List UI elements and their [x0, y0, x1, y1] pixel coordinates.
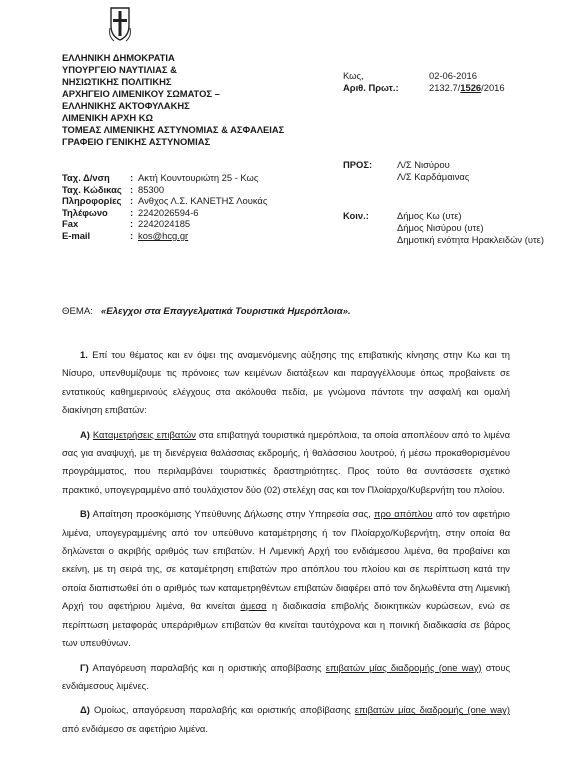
recipient-item: Λ/Σ Νισύρου — [397, 159, 450, 170]
paragraph-b: Β) Απαίτηση προσκόμισης Υπεύθυνης Δήλωσης στην Υπηρεσία σας, προ απόπλου από τον αφετήριο λιμένα, υπογεγραμμένης από τον υπεύθυνο καταμέτρησης ή τον Πλοίαρχο/Κυβερνήτη, στην οποία θα δηλώνεται ο ακριβής αριθμός των επιβατών. Η Λιμενική Αρχή του ενδιάμεσου λιμένα, θα προβαίνει και εκείνη, με τη σειρά της, σε καταμέτρηση επιβατών προ απόπλου του πλοίου και σε περίπτωση κατά την οποία διαπιστωθεί ότι ο αριθμός των καταμετρηθέντων επιβατών διαφέρει από τον δηλωθέντα στη Λιμενική Αρχή του αφετήριου λιμένα, θα κινείται άμεσα η διαδικασία επιβολής διοικητικών κυρώσεων, ενώ σε περίπτωση μεταφοράς υπεράριθμων επιβατών θα κινείται ταυτόχρονα και η ποινική διαδικασία σε βάρος των υπευθύνων. — [62, 508, 510, 649]
document-date: 02-06-2016 — [429, 70, 477, 81]
cc-item: Δημοτική ενότητα Ηρακλειδών (υτε) — [397, 234, 544, 245]
subject-title: «Ελεγχοι στα Επαγγελματικά Τουριστικά Ημερόπλοια». — [100, 306, 351, 317]
contact-row-postcode: Ταχ. Κώδικας : 85300 — [62, 183, 165, 195]
header-line: ΝΗΣΙΩΤΙΚΗΣ ΠΟΛΙΤΙΚΗΣ — [62, 76, 172, 87]
subject-label: ΘΕΜΑ: — [62, 306, 93, 317]
header-line: ΓΡΑΦΕΙΟ ΓΕΝΙΚΗΣ ΑΣΤΥΝΟΜΙΑΣ — [62, 136, 211, 147]
cc-block — [343, 210, 544, 246]
cc-item: Δήμος Κω (υτε) — [397, 210, 462, 221]
place-label: Κως, — [343, 70, 364, 81]
contact-value: 85300 — [138, 183, 165, 195]
recipients-block — [343, 159, 469, 183]
paragraph-1: 1. Επί του θέματος και εν όψει της αναμενόμενης αύξησης της επιβατικής κίνησης στην Κω και τη Νίσυρο, υπενθυμίζουμε τις πρόνοιες των κειμένων διατάξεων και παραγγέλλουμε όπως προβαίνετε σε εντατικούς καθημερινούς ελέγχους στα ακόλουθα πεδία, με γνώμονα πάντοτε την ασφαλή και ομαλή διακίνηση επιβατών: — [62, 349, 510, 416]
cc-label: Κοιν.: — [343, 210, 369, 221]
header-line: ΤΟΜΕΑΣ ΛΙΜΕΝΙΚΗΣ ΑΣΤΥΝΟΜΙΑΣ & ΑΣΦΑΛΕΙΑΣ — [62, 124, 285, 135]
header-line: ΕΛΛΗΝΙΚΗΣ ΑΚΤΟΦΥΛΑΚΗΣ — [62, 100, 190, 111]
contact-label: Τηλέφωνο — [62, 206, 108, 218]
recipient-item: Λ/Σ Καρδάμαινας — [397, 171, 470, 182]
contact-label: Πληροφορίες — [62, 195, 122, 207]
recipients-label: ΠΡΟΣ: — [343, 159, 373, 170]
contact-value: Ακτή Κουντουριώτη 25 - Κως — [138, 172, 259, 183]
document-body — [62, 346, 510, 738]
contact-value: 2242026594-6 — [138, 206, 199, 218]
contact-row-fax: Fax : 2242024185 — [62, 218, 191, 230]
protocol-number: 2132.7/1526/2016 — [429, 82, 505, 93]
place-and-date-block — [343, 70, 505, 94]
header-line: ΛΙΜΕΝΙΚΗ ΑΡΧΗ ΚΩ — [62, 112, 154, 123]
contact-row-phone: Τηλέφωνο : 2242026594-6 — [62, 206, 199, 218]
contact-label: Ταχ. Κώδικας — [62, 183, 122, 195]
cc-item: Δήμος Νισύρου (υτε) — [397, 222, 484, 233]
paragraph-d: Δ) Ομοίως, απαγόρευση παραλαβής και οριστικής αποβίβασης επιβατών μίας διαδρομής (one way) από ενδιάμεσο σε αφετήριο λιμένα. — [62, 704, 510, 734]
greek-coat-of-arms-emblem — [108, 6, 132, 44]
paragraph-a: Α) Καταμετρήσεις επιβατών στα επιβατηγά τουριστικά ημερόπλοια, τα οποία αποπλέουν από το λιμένα σας για αναψυχή, με τη διενέργεια θαλάσσιας εκδρομής, ή θαλάσσιου λουτρού, ή μέσω προκαθορισμένου προγράμματος, που περιλαμβάνει τουριστικές δραστηριότητες. Προς τούτο θα συντάσσετε σχετικό πρακτικό, υπογεγραμμένο από τουλάχιστον δύο (02) στελέχη σας και τον Πλοίαρχο/Κυβερνήτη του πλοίου. — [62, 428, 510, 495]
contact-row-email: E-mail : kos@hcg.gr — [62, 229, 189, 241]
contact-details — [62, 172, 267, 242]
issuing-authority-header — [62, 52, 362, 148]
header-line: ΑΡΧΗΓΕΙΟ ΛΙΜΕΝΙΚΟΥ ΣΩΜΑΤΟΣ – — [62, 88, 220, 99]
contact-label: Fax — [62, 218, 79, 230]
contact-value: 2242024185 — [138, 218, 191, 230]
contact-row-info: Πληροφορίες : Ανθχος Λ.Σ. ΚΑΝΕΤΗΣ Λουκάς — [62, 195, 268, 207]
subject-line — [62, 306, 351, 317]
protocol-number-label: Αριθ. Πρωτ.: — [343, 82, 399, 93]
email-link[interactable]: kos@hcg.gr — [138, 229, 189, 241]
header-line: ΕΛΛΗΝΙΚΗ ΔΗΜΟΚΡΑΤΙΑ — [62, 52, 175, 63]
contact-row-address: Ταχ. Δ/νση : Ακτή Κουντουριώτη 25 - Κως — [62, 172, 259, 183]
contact-label: Ταχ. Δ/νση — [62, 172, 110, 183]
paragraph-c: Γ) Απαγόρευση παραλαβής και η οριστικής αποβίβασης επιβατών μίας διαδρομής (one way) στους ενδιάμεσους λιμένες. — [62, 661, 510, 691]
header-line: ΥΠΟΥΡΓΕΙΟ ΝΑΥΤΙΛΙΑΣ & — [62, 64, 177, 75]
contact-value: Ανθχος Λ.Σ. ΚΑΝΕΤΗΣ Λουκάς — [138, 195, 268, 207]
contact-label: E-mail — [62, 229, 91, 241]
